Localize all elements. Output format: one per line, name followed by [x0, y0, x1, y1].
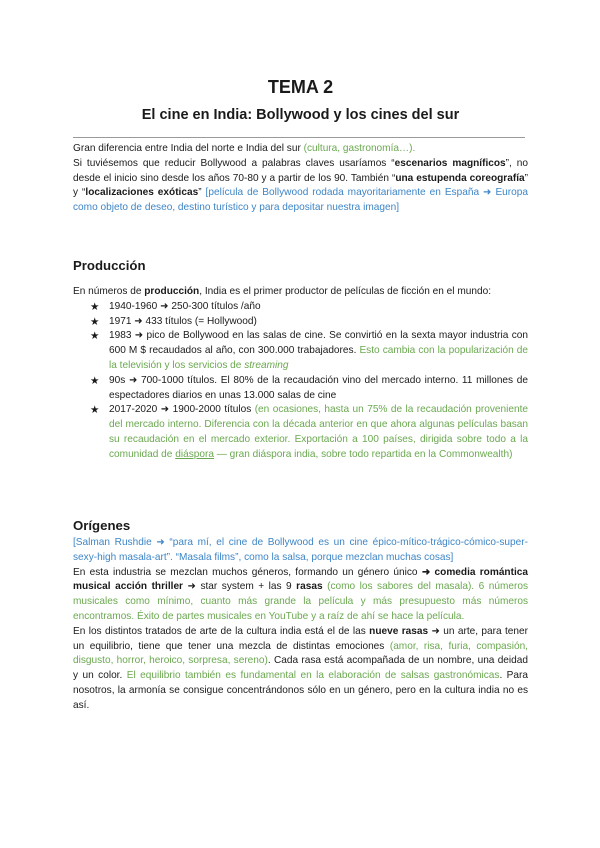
page-subtitle: El cine en India: Bollywood y los cines del sur [141, 107, 460, 123]
star-icon: ★ [90, 315, 100, 328]
list-item: ★ 2017-2020 ➜ 1900-2000 títulos (en ocasiones, hasta un 75% de la recaudación proveniente del mercado interno. Diferencia con la década anterior en que ahora algunas películas basan su recaudación en el mercado exterior. Exportación a 100 países, dirigida sobre todo a la comunidad de diáspora — gran diáspora india, sobre todo repartida en la Commonwealth) [90, 404, 528, 460]
star-icon: ★ [90, 330, 100, 343]
section-heading-produccion: Producción [73, 258, 146, 273]
list-item: ★ 1940-1960 ➜ 250-300 títulos /año [90, 300, 261, 313]
intro-note: (cultura, gastronomía…). [303, 143, 416, 154]
star-icon: ★ [90, 404, 100, 417]
origenes-section [73, 536, 528, 714]
title-divider [73, 137, 525, 138]
diaspora-link: diáspora [175, 448, 214, 460]
section-heading-origenes: Orígenes [73, 518, 131, 533]
star-icon: ★ [90, 300, 100, 313]
produccion-section [73, 285, 528, 463]
list-item: ★ 1971 ➜ 433 títulos (= Hollywood) [90, 315, 257, 328]
list-item: ★ 90s ➜ 700-1000 títulos. El 80% de la recaudación vino del mercado interno. 11 millones de espectadores diarios en unas 13.000 salas de cine [90, 374, 528, 401]
list-item: ★ 1983 ➜ pico de Bollywood en las salas de cine. Se convirtió en la sexta mayor industria con 600 M $ recaudados al año, con 300.000 trabajadores. Esto cambia con la popularización de la televisión y los servicios de streaming [90, 330, 528, 371]
produccion-lead: En números de producción, India es el primer productor de películas de ficción en el mundo: [73, 286, 491, 297]
rushdie-quote: [Salman Rushdie ➜ “para mí, el cine de Bollywood es un cine épico-mítico-trágico-cómico-super-sexy-high masala-art”. “Masala films”, como la salsa, porque mezclan muchas cosas] [73, 537, 528, 563]
origenes-paragraph-2: En los distintos tratados de arte de la cultura india está el de las nueve rasas ➜ un arte, para tener un equilibrio, tiene que tener una mezcla de distintas emociones (amor, risa, furia, compasión, disgusto, horror, heroico, sorpresa, sereno). Cada rasa está acompañada de un nombre, una deidad y un color. El equilibrio también es fundamental en la elaboración de salsas gastronómicas. Para nosotros, la armonía se consigue concentrándonos sólo en un género, pero en la cultura india no es así. [73, 625, 529, 711]
intro-section [73, 142, 528, 216]
star-icon: ★ [90, 374, 100, 387]
produccion-list [73, 300, 528, 463]
origenes-paragraph-1: En esta industria se mezclan muchos géneros, formando un género único ➜ comedia romántica musical acción thriller ➜ star system + las 9 rasas (como los sabores del masala). 6 números musicales como mínimo, cuanto más grande la película y más presupuesto más números encontramos. Éxito de partes musicales en YouTube y a raíz de ahí se hace la película. [73, 566, 529, 622]
intro-paragraph-2: Si tuviésemos que reducir Bollywood a palabras claves usaríamos “escenarios magníficos”, no desde el inicio sino desde los años 70-80 y a partir de los 90. También “una estupenda coreografía” y “localizaciones exóticas” [película de Bollywood rodada mayoritariamente en España ➜ Europa como objeto de deseo, destino turístico y para depositar nuestra imagen] [73, 157, 529, 214]
page-title: TEMA 2 [267, 77, 334, 97]
intro-paragraph-1: Gran diferencia entre India del norte e India del sur (cultura, gastronomía…). [73, 143, 416, 154]
intro-bracket-note: [película de Bollywood rodada mayoritariamente en España ➜ Europa como objeto de deseo, destino turístico y para depositar nuestra imagen] [73, 187, 529, 214]
